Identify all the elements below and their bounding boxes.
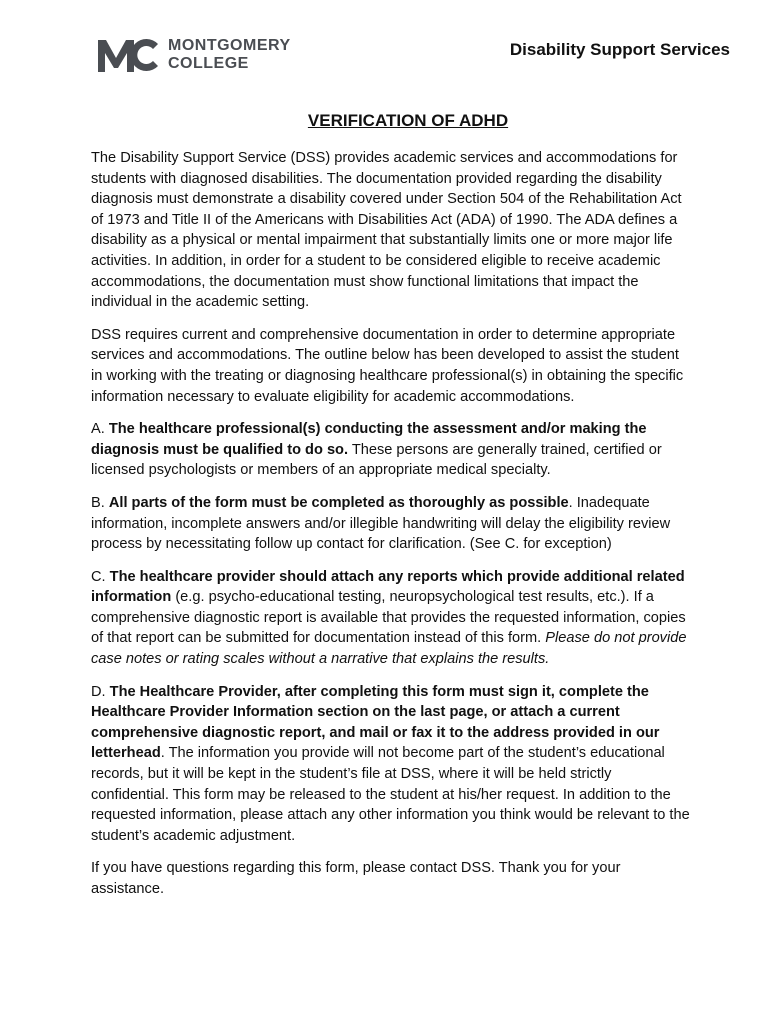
logo-wordmark [168, 37, 291, 73]
closing-paragraph: If you have questions regarding this form, please contact DSS. Thank you for your assistance. [91, 860, 621, 897]
document-title: VERIFICATION OF ADHD [307, 111, 509, 130]
document-body [91, 148, 691, 912]
logo-line-2: COLLEGE [168, 55, 249, 72]
intro-paragraph: The Disability Support Service (DSS) provides academic services and accommodations for students with diagnosed disabilities. The documentation provided regarding the disability diagnosis must demonstrate a disability covered under Section 504 of the Rehabilitation Act of 1973 and Title II of the Americans with Disabilities Act (ADA) of 1990. The ADA defines a disability as a physical or mental impairment that substantially limits one or more major life activities. In addition, in order for a student to be considered eligible to receive academic accommodations, the documentation must show functional limitations that impact the individual in the academic setting. [91, 150, 682, 311]
item-d-paragraph [91, 682, 691, 847]
item-d-bold: The Healthcare Provider, after completing this form must sign it, complete the Healthcare Provider Information section on the last page, or attach a current comprehensive diagnostic report, and mail or fax it to the address provided in our letterhead [91, 683, 660, 762]
requirements-paragraph: DSS requires current and comprehensive documentation in order to determine appropriate services and accommodations. The outline below has been developed to assist the student in working with the treating or diagnosing healthcare professional(s) in obtaining the specific information necessary to evaluate eligibility for academic accommodations. [91, 326, 684, 405]
item-c-bold: The healthcare provider should attach any reports which provide additional related information [91, 568, 685, 606]
item-c-paragraph [91, 567, 691, 670]
item-a-bold: The healthcare professional(s) conducting the assessment and/or making the diagnosis must be qualified to do so. [91, 421, 647, 458]
department-name: Disability Support Services [509, 40, 730, 59]
item-a-paragraph [91, 419, 691, 481]
item-c-italic: Please do not provide case notes or rating scales without a narrative that explains the results. [91, 630, 687, 668]
item-b-text: . Inadequate information, incomplete answers and/or illegible handwriting will delay the eligibility review process by necessitating follow up contact for clarification. (See C. for exception) [91, 494, 671, 553]
item-d-prefix: D. [91, 683, 110, 700]
item-d-text: . The information you provide will not become part of the student’s educational records, but it will be kept in the student’s file at DSS, where it will be held strictly confidential. This form may be released to the student at his/her request. In addition to the requested information, please attach any other information you think would be relevant to the student’s academic adjustment. [91, 745, 690, 844]
item-b-bold: All parts of the form must be completed as thoroughly as possible [108, 494, 569, 511]
mc-logo-icon [96, 36, 160, 74]
item-a-text: These persons are generally trained, certified or licensed psychologists or members of an appropriate medical specialty. [91, 441, 662, 479]
item-b-prefix: B. [91, 494, 109, 511]
college-logo [96, 36, 291, 74]
item-b-paragraph [91, 493, 691, 555]
item-c-prefix: C. [91, 568, 110, 585]
item-a-prefix: A. [91, 421, 109, 438]
item-c-text: (e.g. psycho-educational testing, neuropsychological test results, etc.). If a comprehensive diagnostic report is available that provides the requested information, copies of that report can be submitted for documentation instead of this form. [91, 589, 686, 647]
logo-line-1: MONTGOMERY [168, 37, 291, 54]
